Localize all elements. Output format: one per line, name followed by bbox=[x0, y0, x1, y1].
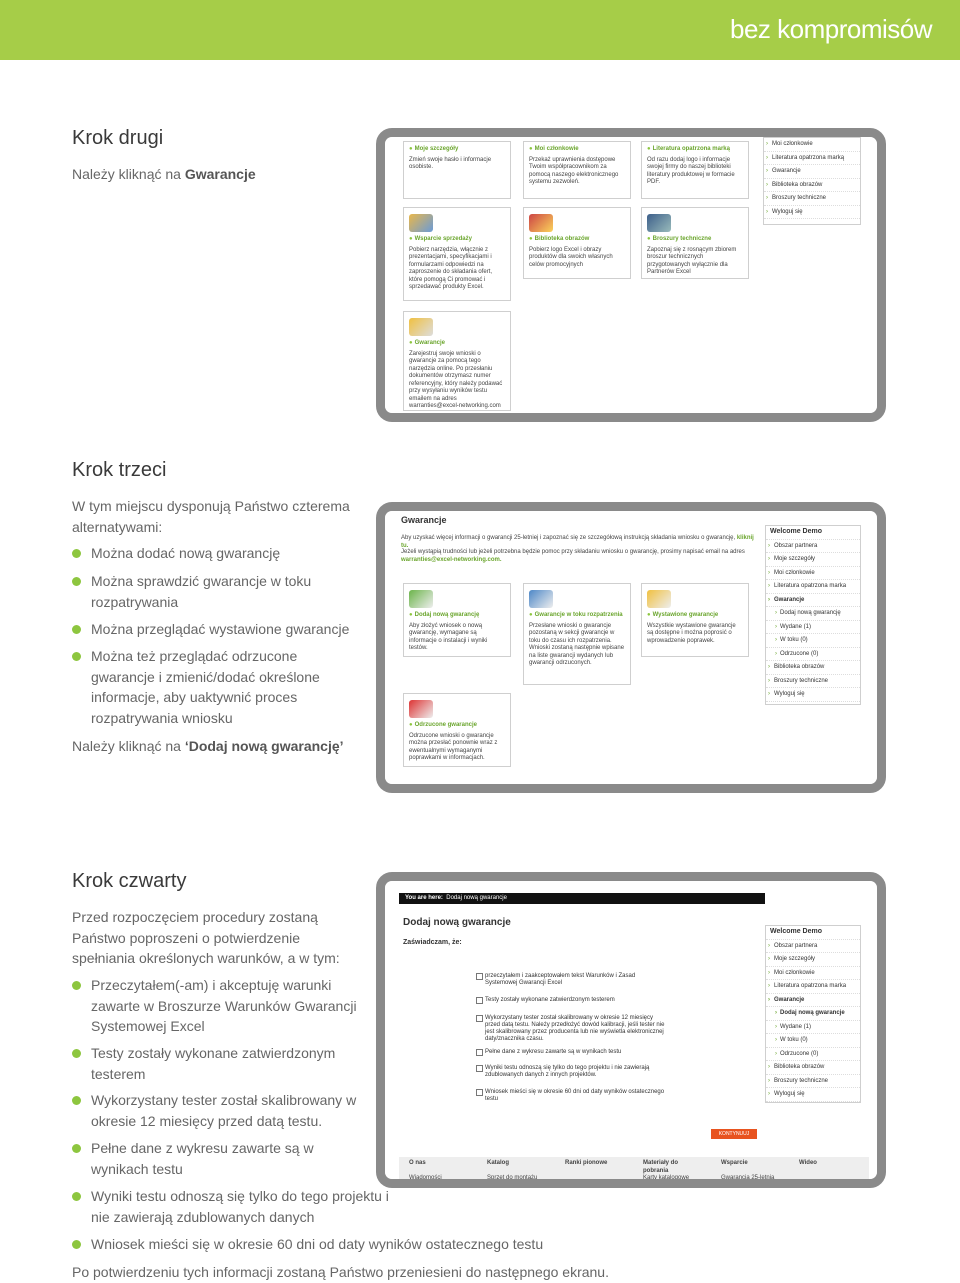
box-wsparcie[interactable]: ● Wsparcie sprzedaży Pobierz narzędzia, włącznie z prezentacjami, specyfikacjami i formularzami odpowiedzi na zaproszenie do składania ofert, które pomogą Ci promować i sprzedawać produkty Excel. bbox=[403, 207, 511, 301]
step4-side-menu bbox=[765, 925, 861, 1103]
menu-item-odrzucone[interactable]: › Odrzucone (0) bbox=[766, 648, 860, 662]
shot-heading: Gwarancje bbox=[401, 515, 447, 525]
box-odrzucone[interactable]: ● Odrzucone gwarancje Odrzucone wnioski o gwarancje można przesłać ponownie wraz z ewentualnymi wymaganymi poprawkami w informacjach. bbox=[403, 693, 511, 767]
menu-item-w-toku[interactable]: › W toku (0) bbox=[766, 1034, 860, 1048]
menu-item[interactable]: › Broszury techniczne bbox=[766, 675, 860, 689]
menu-title: Welcome Demo bbox=[766, 926, 860, 940]
menu-item[interactable]: › Moje szczegóły bbox=[766, 953, 860, 967]
checkbox-projekt[interactable]: Wyniki testu odnoszą się tylko do tego projektu i nie zawierają zdublowanych danych z innych projektów. bbox=[485, 1065, 665, 1079]
step3-side-menu bbox=[765, 525, 861, 705]
step4-outro: Po potwierdzeniu tych informacji zostaną Państwo przeniesieni do następnego ekranu. bbox=[72, 1264, 609, 1280]
menu-item[interactable]: › Obszar partnera bbox=[766, 940, 860, 954]
footer-sub[interactable]: Wiadomości bbox=[409, 1175, 442, 1181]
checkbox-dane[interactable]: Pełne dane z wykresu zawarte są w wynikach testu bbox=[485, 1049, 665, 1056]
shot-intro-1: Aby uzyskać więcej informacji o gwarancji 25-letniej i zapoznać się ze szczegółową instrukcją składania wniosku o gwarancję, kliknij tu. bbox=[401, 535, 754, 549]
checkbox-warunki[interactable]: przeczytałem i zaakceptowałem tekst Warunków i Zasad Systemowej Gwarancji Excel bbox=[485, 973, 665, 987]
menu-item[interactable]: › Wyloguj się bbox=[766, 1088, 860, 1102]
tools-icon bbox=[409, 214, 433, 232]
menu-item-gwarancje[interactable]: › Gwarancje bbox=[766, 594, 860, 608]
step3-title: Krok trzeci bbox=[72, 459, 167, 481]
menu-item-gwarancje[interactable]: › Gwarancje bbox=[764, 165, 860, 179]
menu-item[interactable]: › Moi członkowie bbox=[766, 967, 860, 981]
menu-item[interactable]: › Biblioteka obrazów bbox=[766, 1061, 860, 1075]
footer-link[interactable]: Materiały do pobrania bbox=[643, 1160, 679, 1174]
menu-item[interactable]: › Wyloguj się bbox=[764, 206, 860, 220]
menu-item-gwarancje[interactable]: › Gwarancje bbox=[766, 994, 860, 1008]
menu-item-wydane[interactable]: › Wydane (1) bbox=[766, 1021, 860, 1035]
image-icon bbox=[529, 214, 553, 232]
menu-item[interactable]: › Obszar partnera bbox=[766, 540, 860, 554]
step3-instruction: Należy kliknąć na ‘Dodaj nową gwarancję’ bbox=[72, 738, 344, 754]
menu-item-wydane[interactable]: › Wydane (1) bbox=[766, 621, 860, 635]
menu-item[interactable]: › Literatura opatrzona marka bbox=[766, 980, 860, 994]
menu-item-dodaj[interactable]: › Dodaj nową gwarancje bbox=[766, 1007, 860, 1021]
step4-title: Krok czwarty bbox=[72, 870, 187, 892]
add-icon bbox=[409, 590, 433, 608]
checkbox-tester[interactable]: Testy zostały wykonane zatwierdzonym testerem bbox=[485, 997, 665, 1004]
step2-link: Gwarancje bbox=[184, 166, 256, 182]
footer-link[interactable]: Wsparcie bbox=[721, 1160, 748, 1166]
footer-sub[interactable]: Karty katalogowe bbox=[643, 1175, 690, 1181]
menu-item[interactable]: › Broszury techniczne bbox=[766, 1075, 860, 1089]
brand-tagline: bez kompromisów bbox=[729, 14, 932, 44]
footer-sub[interactable]: Gwarancja 25-letnia bbox=[721, 1175, 775, 1181]
step4-intro: Przed rozpoczęciem procedury zostaną Państwo poproszeni o potwierdzenie spełniania określonych warunków, a w tym: bbox=[72, 909, 340, 966]
checkbox-kalibracja[interactable]: Wykorzystany tester został skalibrowany w okresie 12 miesięcy przed datą testu. Należy przedłożyć dowód kalibracji, jeśli tester nie jest skalibrowany przez producenta lub nie wyświetla elektronicznej daty/znacznika czasu. bbox=[485, 1015, 665, 1042]
box-literatura[interactable]: ● Literatura opatrzona marką Od razu dodaj logo i informacje swojej firmy do naszej biblioteki literatury produktowej w formacie PDF. bbox=[641, 141, 749, 199]
breadcrumb: You are here: Dodaj nową gwarancje bbox=[399, 893, 765, 904]
rejected-icon bbox=[409, 700, 433, 718]
menu-item[interactable]: › Broszury techniczne bbox=[764, 192, 860, 206]
menu-item[interactable]: › Literatura opatrzona marka bbox=[766, 580, 860, 594]
step2-screenshot bbox=[376, 128, 886, 422]
step3-link: ‘Dodaj nową gwarancję’ bbox=[184, 738, 344, 754]
box-broszury[interactable]: ● Broszury techniczne Zapoznaj się z rosnącym zbiorem broszur technicznych przygotowanych wyłącznie dla Partnerów Excel bbox=[641, 207, 749, 279]
box-w-toku[interactable]: ● Gwarancje w toku rozpatrzenia Przesłane wnioski o gwarancje pozostaną w sekcji gwarancje w toku do czasu ich rozpatrzenia. Wnioski zostaną następnie wpisane na liste gwarancji wydanych lub gwarancji odrzuconych. bbox=[523, 583, 631, 685]
shot-heading: Dodaj nową gwarancje bbox=[403, 917, 511, 928]
step2-title: Krok drugi bbox=[72, 127, 164, 149]
shot-intro-2: Jeżeli wystąpią trudności lub jeżeli potrzebna będzie pomoc przy składaniu wniosku o gwarancję, prosimy napisać email na adres warranties@excel-networking.com. bbox=[401, 549, 745, 563]
step2-instruction: Należy kliknąć na Gwarancje bbox=[72, 166, 256, 182]
menu-item[interactable]: › Moi członkowie bbox=[764, 138, 860, 152]
menu-item-odrzucone[interactable]: › Odrzucone (0) bbox=[766, 1048, 860, 1062]
step3-intro: W tym miejscu dysponują Państwo czterema alternatywami: bbox=[72, 498, 350, 535]
menu-item[interactable]: › Moje szczegóły bbox=[766, 553, 860, 567]
wrench-icon bbox=[647, 214, 671, 232]
menu-item[interactable]: › Biblioteka obrazów bbox=[764, 179, 860, 193]
step4-screenshot bbox=[376, 872, 886, 1188]
shot-footer bbox=[399, 1157, 869, 1187]
shot-subheading: Zaświadczam, że: bbox=[403, 939, 462, 946]
footer-link[interactable]: Katalog bbox=[487, 1160, 510, 1166]
footer-sub[interactable]: Sprzęt do montażu bbox=[487, 1175, 538, 1181]
box-moi-czlonkowie[interactable]: ● Moi członkowie Przekaż uprawnienia dostępowe Twoim współpracownikom za pomocą naszego elektronicznego systemu zezwoleń. bbox=[523, 141, 631, 199]
menu-item[interactable]: › Biblioteka obrazów bbox=[766, 661, 860, 675]
footer-link[interactable]: Wideo bbox=[799, 1160, 817, 1166]
continue-button[interactable]: KONTYNUUJ bbox=[711, 1129, 757, 1139]
footer-link[interactable]: Ranki pionowe bbox=[565, 1160, 608, 1166]
box-gwarancje[interactable]: ● Gwarancje Zarejestruj swoje wnioski o gwarancje za pomocą tego narzędzia online. Po przesłaniu dokumentów otrzymasz numer referencyjny, który należy podawać przy wysyłaniu wyników testu emailem na adres warranties@excel-networking.com bbox=[403, 311, 511, 411]
certificate-icon bbox=[647, 590, 671, 608]
box-dodaj[interactable]: ● Dodaj nową gwarancję Aby złożyć wniosek o nową gwarancję, wymagane są informacje o instalacji i wyniki testów. bbox=[403, 583, 511, 657]
footer-link[interactable]: O nas bbox=[409, 1160, 426, 1166]
certificate-icon bbox=[409, 318, 433, 336]
menu-item[interactable]: › Wyloguj się bbox=[766, 688, 860, 702]
menu-item-dodaj[interactable]: › Dodaj nową gwarancję bbox=[766, 607, 860, 621]
step3-screenshot bbox=[376, 502, 886, 793]
menu-item-w-toku[interactable]: › W toku (0) bbox=[766, 634, 860, 648]
box-wystawione[interactable]: ● Wystawione gwarancje Wszystkie wystawione gwarancje są dostępne i można poprosić o wprowadzenie poprawek. bbox=[641, 583, 749, 657]
step2-side-menu bbox=[763, 137, 861, 225]
box-biblioteka[interactable]: ● Biblioteka obrazów Pobierz logo Excel i obrazy produktów dla swoich własnych celów promocyjnych bbox=[523, 207, 631, 279]
menu-item[interactable]: › Literatura opatrzona marką bbox=[764, 152, 860, 166]
box-moje-szczegoly[interactable]: ● Moje szczegóły Zmień swoje hasło i informacje osobiste. bbox=[403, 141, 511, 199]
checkbox-60-dni[interactable]: Wniosek mieści się w okresie 60 dni od daty wyników ostatecznego testu bbox=[485, 1089, 665, 1102]
header-bar bbox=[0, 0, 960, 60]
menu-item[interactable]: › Moi członkowie bbox=[766, 567, 860, 581]
menu-title: Welcome Demo bbox=[766, 526, 860, 540]
pending-icon bbox=[529, 590, 553, 608]
